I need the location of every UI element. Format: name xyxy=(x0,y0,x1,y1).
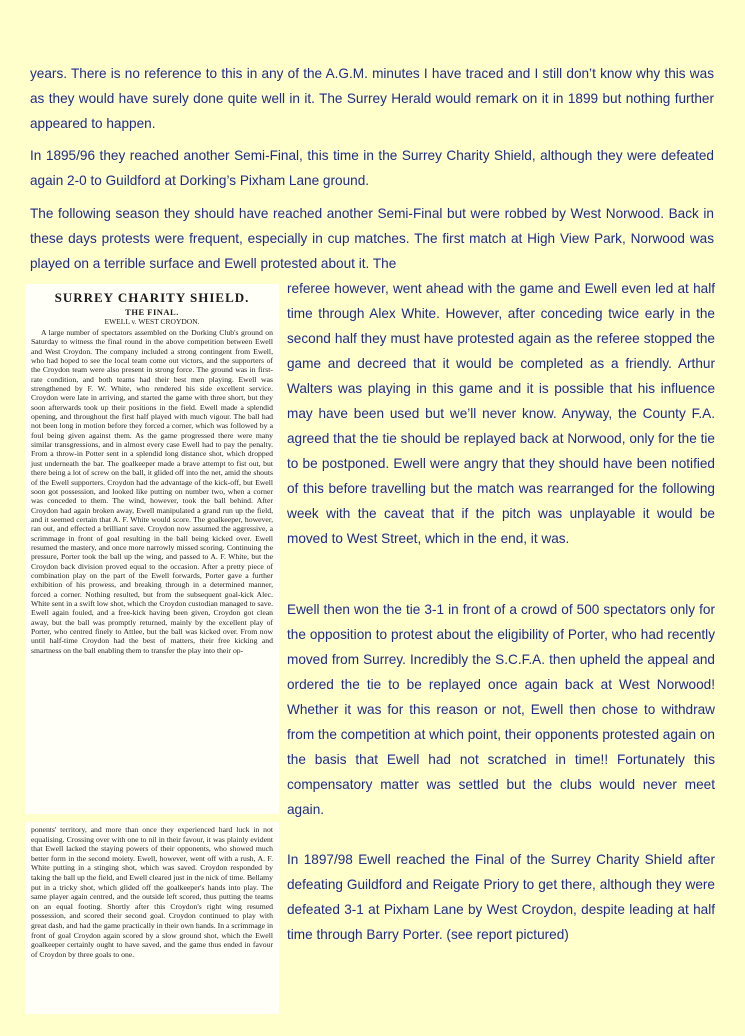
paragraph-3-continued: referee however, went ahead with the game and Ewell even led at half time through Alex White. However, after conceding twice early in the second half they must have protested again as the referee stopped the game and decreed that it would be completed as a friendly. Arthur Walters was playing in this game and it is possible that his influence may have been used but we’ll never know. Anyway, the County F.A. agreed that the tie should be replayed back at Norwood, only for the tie to be postponed. Ewell were angry that they should have been notified of this before travelling but the match was rearranged for the following week with the caveat that if the pitch was unplayable it would be moved to West Street, which in the end, it was. xyxy=(287,281,715,546)
paragraph-3-top: The following season they should have reached another Semi-Final but were robbed by West Norwood. Back in these days protests were frequent, especially in cup matches. The first match at High View Park, Norwood was played on a terrible surface and Ewell protested about it. The xyxy=(30,206,714,271)
clipping-body-part-1: A large number of spectators assembled on the Dorking Club's ground on Saturday to witness the final round in the above competition between Ewell and West Croydon. The company included a strong contingent from Ewell, who had hoped to see the local team come out victors, and the supporters of the Croydon team were also present in strong force. The ground was in first-rate condition, and both teams had their best men playing. Ewell was strengthened by F. W. White, who rendered his side excellent service. Croydon were late in arriving, and started the game with three short, but they soon afterwards took up their positions in the field. Ewell made a splendid opening, and throughout the first half played with much vigour. The ball had not been long in motion before they forced a corner, which was followed by a foul being given against them. As the game progressed there were many similar transgressions, and in almost every case Ewell had to pay the penalty. From a throw-in Potter sent in a splendid long distance shot, which dropped just underneath the bar. The goalkeeper made a brave attempt to fist out, but there being a lot of screw on the ball, it glided off into the net, amid the shouts of the Ewell supporters. Croydon had the advantage of the kick-off, but Ewell soon got possession, and looked like putting on number two, when a corner was conceded to them. The wind, however, took the ball behind. After Croydon had again broken away, Ewell manipulated a grand run up the field, and it seemed certain that A. F. White would score. The goalkeeper, however, ran out, and effected a brilliant save. Croydon now assumed the aggressive, a scrimmage in front of goal resulting in the ball being kicked over. Ewell resumed the mastery, and once more narrowly missed scoring. Continuing the pressure, Porter took the ball up the wing, and passed to A. F. White, but the Croydon back division proved equal to the occasion. After a pretty piece of combination play on the part of the Ewell forwards, Porter gave a further exhibition of his prowess, and breaking through in a determined manner, forced a corner. Nothing resulted, but from the subsequent goal-kick Alec. White sent in a swift low shot, which the Croydon custodian managed to save. Ewell again fouled, and a free-kick having been given, Croydon got clean away, but the ball was promptly returned, mainly by the excellent play of Porter, who centred finely to Attlee, but the ball was kicked over. From now until half-time Croydon had the best of matters, their free kicking and smartness on the ball enabling them to transfer the play into their op- xyxy=(31,328,273,655)
paragraph-2: In 1895/96 they reached another Semi-Final, this time in the Surrey Charity Shield, although they were defeated again 2-0 to Guildford at Dorking’s Pixham Lane ground. xyxy=(30,148,714,188)
newspaper-clipping-top xyxy=(25,284,279,814)
clipping-body-part-2: ponents' territory, and more than once they experienced hard luck in not equalising. Crossing over with one to nil in their favour, it was plainly evident that Ewell lacked the staying powers of their opponents, who showed much better form in the second moiety. Ewell, however, went off with a rush, A. F. White putting in a stinging shot, which was saved. Croydon responded by taking the ball up the field, and Ewell cleared just in the nick of time. Bellamy put in a tricky shot, which glided off the goalkeeper's hands into play. The same player again centred, and the outside left scored, thus putting the teams on an equal footing. Shortly after this Croydon's right wing resumed possession, and scored their second goal. Croydon continued to play with great dash, and had the game practically in their own hands. In a scrimmage in front of goal Croydon again scored by a slow ground shot, which the Ewell goalkeeper certainly ought to have saved, and the game thus ended in favour of Croydon by three goals to one. xyxy=(31,825,273,959)
clipping-teams: EWELL v. WEST CROYDON. xyxy=(104,317,200,326)
paragraph-5: In 1897/98 Ewell reached the Final of the Surrey Charity Shield after defeating Guildford and Reigate Priory to get there, although they were defeated 3-1 at Pixham Lane by West Croydon, despite leading at half time through Barry Porter. (see report pictured) xyxy=(287,852,715,942)
clipping-title: SURREY CHARITY SHIELD. xyxy=(54,290,250,305)
newspaper-clipping-bottom xyxy=(25,822,279,1014)
clipping-subtitle: THE FINAL. xyxy=(125,307,179,317)
paragraph-4: Ewell then won the tie 3-1 in front of a crowd of 500 spectators only for the opposition to protest about the eligibility of Porter, who had recently moved from Surrey. Incredibly the S.C.F.A. then upheld the appeal and ordered the tie to be replayed once again back at West Norwood! Whether it was for this reason or not, Ewell then chose to withdraw from the competition at which point, their opponents protested again on the basis that Ewell had not scratched in time!! Fortunately this compensatory matter was settled but the clubs would never meet again. xyxy=(287,602,715,817)
paragraph-1: years. There is no reference to this in any of the A.G.M. minutes I have traced and I still don’t know why this was as they would have surely done quite well in it. The Surrey Herald would remark on it in 1899 but nothing further appeared to happen. xyxy=(30,66,714,131)
